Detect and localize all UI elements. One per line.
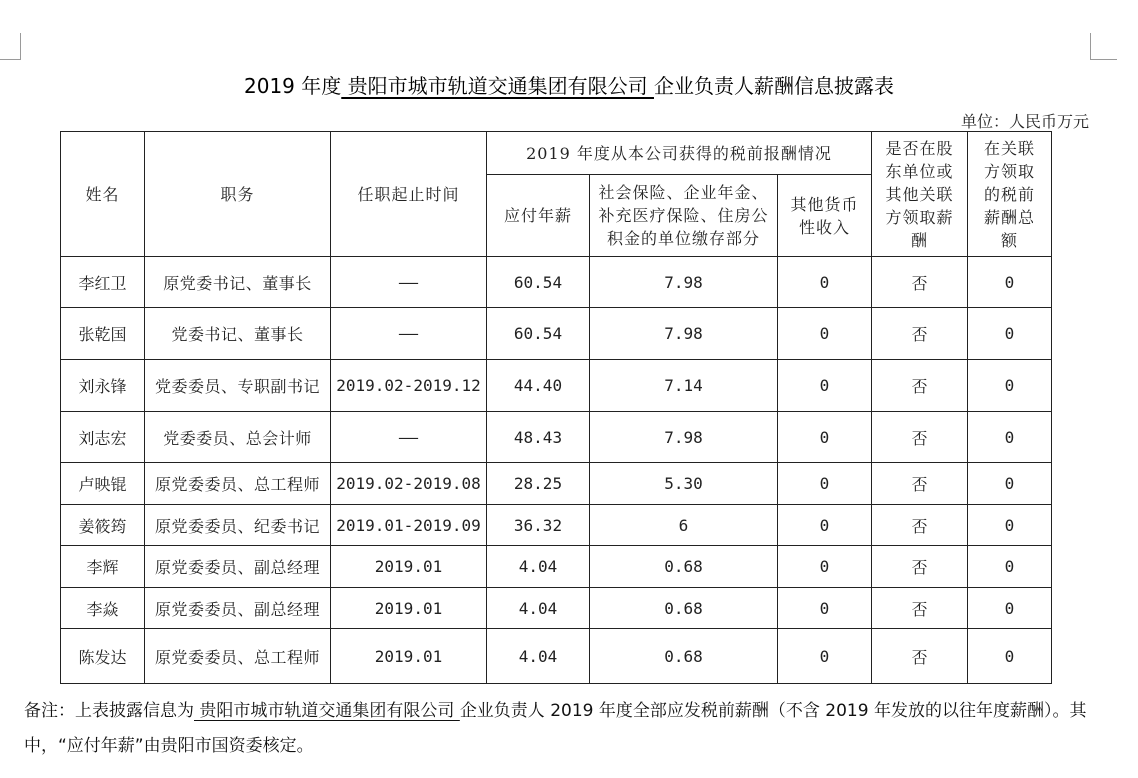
cell-shareholder: 否 <box>872 360 968 412</box>
table-row <box>61 308 1052 360</box>
table-row <box>61 463 1052 505</box>
cell-position: 原党委书记、董事长 <box>145 257 331 308</box>
table-row <box>61 546 1052 588</box>
cell-name: 刘永锋 <box>61 360 145 412</box>
cell-name: 刘志宏 <box>61 412 145 463</box>
cell-salary: 60.54 <box>487 308 590 360</box>
table-row <box>61 412 1052 463</box>
salary-disclosure-table <box>60 131 1052 684</box>
crop-mark-top-right <box>1090 33 1117 60</box>
cell-tenure: 2019.01-2019.09 <box>331 505 487 546</box>
cell-shareholder: 否 <box>872 505 968 546</box>
cell-related: 0 <box>968 463 1052 505</box>
table-row <box>61 505 1052 546</box>
header-other-income: 其他货币性收入 <box>778 175 872 257</box>
cell-other: 0 <box>778 505 872 546</box>
cell-insurance: 7.98 <box>590 257 778 308</box>
cell-name: 陈发达 <box>61 629 145 684</box>
table-row <box>61 588 1052 629</box>
cell-name: 卢映锟 <box>61 463 145 505</box>
cell-related: 0 <box>968 308 1052 360</box>
unit-label: 单位：人民币万元 <box>960 112 1089 131</box>
cell-insurance: 0.68 <box>590 546 778 588</box>
cell-name: 李辉 <box>61 546 145 588</box>
cell-related: 0 <box>968 546 1052 588</box>
header-tenure: 任职起止时间 <box>331 132 487 257</box>
cell-salary: 48.43 <box>487 412 590 463</box>
cell-position: 原党委委员、副总经理 <box>145 546 331 588</box>
cell-other: 0 <box>778 412 872 463</box>
cell-other: 0 <box>778 588 872 629</box>
header-name: 姓名 <box>61 132 145 257</box>
cell-shareholder: 否 <box>872 257 968 308</box>
note-prefix: 备注：上表披露信息为 <box>24 701 194 721</box>
cell-salary: 44.40 <box>487 360 590 412</box>
header-insurance-contributions: 社会保险、企业年金、补充医疗保险、住房公积金的单位缴存部分 <box>590 175 778 257</box>
cell-related: 0 <box>968 257 1052 308</box>
cell-name: 张乾国 <box>61 308 145 360</box>
note-company: 贵阳市城市轨道交通集团有限公司 <box>194 701 460 721</box>
cell-tenure: 2019.01 <box>331 629 487 684</box>
cell-shareholder: 否 <box>872 412 968 463</box>
header-annual-salary: 应付年薪 <box>487 175 590 257</box>
cell-salary: 36.32 <box>487 505 590 546</box>
title-suffix: 企业负责人薪酬信息披露表 <box>653 74 894 98</box>
cell-other: 0 <box>778 360 872 412</box>
cell-tenure: 2019.01 <box>331 588 487 629</box>
header-related-party-total: 在关联方领取的税前薪酬总额 <box>968 132 1052 257</box>
cell-tenure: —— <box>331 308 487 360</box>
cell-name: 李焱 <box>61 588 145 629</box>
header-compensation-group: 2019 年度从本公司获得的税前报酬情况 <box>487 132 872 175</box>
cell-position: 党委委员、专职副书记 <box>145 360 331 412</box>
cell-other: 0 <box>778 546 872 588</box>
cell-salary: 4.04 <box>487 588 590 629</box>
cell-insurance: 6 <box>590 505 778 546</box>
cell-other: 0 <box>778 308 872 360</box>
note-suffix: 企业负责人 2019 年度全部应发税前薪酬（不含 2019 年发放的以往年度薪酬）。其中，“应付年薪”由贵阳市国资委核定。 <box>24 701 1087 756</box>
header-shareholder-pay: 是否在股东单位或其他关联方领取薪酬 <box>872 132 968 257</box>
cell-other: 0 <box>778 257 872 308</box>
footnote <box>24 694 1104 764</box>
cell-related: 0 <box>968 360 1052 412</box>
cell-position: 原党委委员、总工程师 <box>145 463 331 505</box>
cell-tenure: —— <box>331 412 487 463</box>
cell-salary: 4.04 <box>487 546 590 588</box>
cell-insurance: 0.68 <box>590 629 778 684</box>
crop-mark-top-left <box>0 33 21 60</box>
document-title <box>0 70 1138 99</box>
cell-salary: 4.04 <box>487 629 590 684</box>
cell-position: 原党委委员、纪委书记 <box>145 505 331 546</box>
cell-tenure: 2019.01 <box>331 546 487 588</box>
cell-position: 原党委委员、副总经理 <box>145 588 331 629</box>
cell-shareholder: 否 <box>872 463 968 505</box>
cell-related: 0 <box>968 412 1052 463</box>
cell-insurance: 7.98 <box>590 308 778 360</box>
table-row <box>61 257 1052 308</box>
cell-insurance: 7.98 <box>590 412 778 463</box>
cell-other: 0 <box>778 629 872 684</box>
cell-insurance: 5.30 <box>590 463 778 505</box>
cell-insurance: 0.68 <box>590 588 778 629</box>
cell-tenure: 2019.02-2019.12 <box>331 360 487 412</box>
cell-shareholder: 否 <box>872 588 968 629</box>
cell-salary: 28.25 <box>487 463 590 505</box>
cell-related: 0 <box>968 629 1052 684</box>
cell-tenure: —— <box>331 257 487 308</box>
cell-name: 姜筱筠 <box>61 505 145 546</box>
title-company: 贵阳市城市轨道交通集团有限公司 <box>341 74 654 98</box>
cell-shareholder: 否 <box>872 546 968 588</box>
cell-related: 0 <box>968 588 1052 629</box>
cell-related: 0 <box>968 505 1052 546</box>
title-year: 2019 年度 <box>244 74 342 98</box>
cell-position: 党委书记、董事长 <box>145 308 331 360</box>
table-row <box>61 629 1052 684</box>
cell-shareholder: 否 <box>872 308 968 360</box>
cell-position: 党委委员、总会计师 <box>145 412 331 463</box>
table-row <box>61 360 1052 412</box>
cell-other: 0 <box>778 463 872 505</box>
cell-position: 原党委委员、总工程师 <box>145 629 331 684</box>
cell-salary: 60.54 <box>487 257 590 308</box>
header-position: 职务 <box>145 132 331 257</box>
cell-shareholder: 否 <box>872 629 968 684</box>
cell-name: 李红卫 <box>61 257 145 308</box>
cell-tenure: 2019.02-2019.08 <box>331 463 487 505</box>
cell-insurance: 7.14 <box>590 360 778 412</box>
